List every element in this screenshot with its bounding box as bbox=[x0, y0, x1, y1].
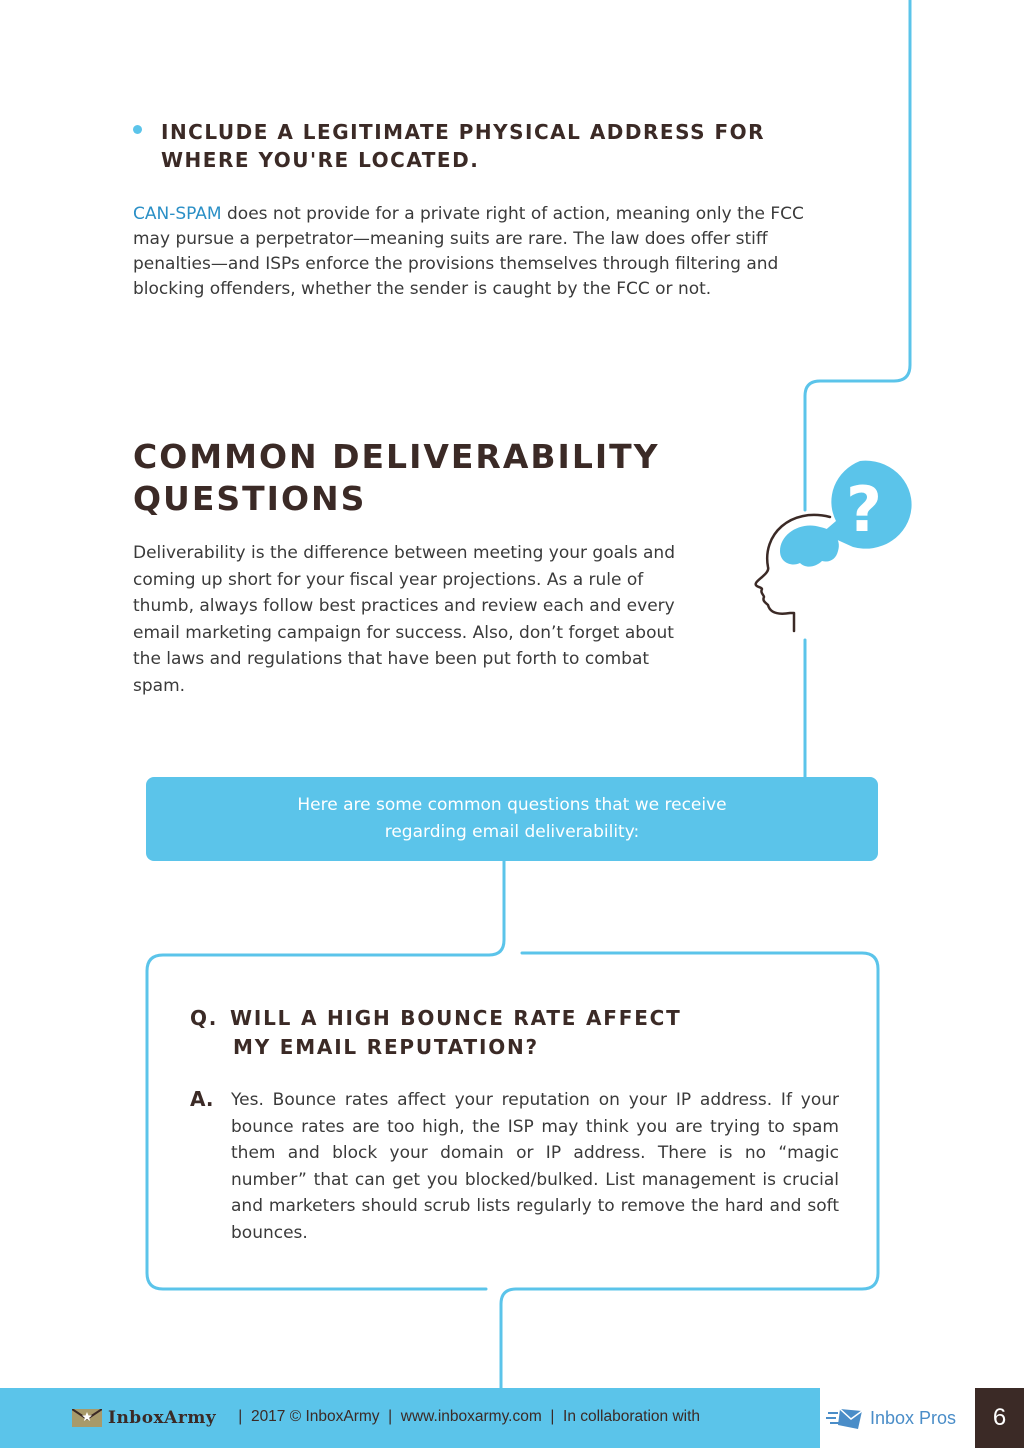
answer-text: Yes. Bounce rates affect your reputation on your IP address. If your bounce rates are too high, the ISP may think you are trying to spam them and block your domain or IP address. There is no “magic number” that can get you blocked/bulked. List management is crucial and marketers should scrub lists regularly to remove the hard and soft bounces. bbox=[231, 1090, 839, 1243]
partner-name: Inbox Pros bbox=[870, 1407, 957, 1428]
section-title-line2: QUESTIONS bbox=[133, 479, 367, 518]
question-line1: WILL A HIGH BOUNCE RATE AFFECT bbox=[230, 1006, 682, 1030]
head-question-icon bbox=[750, 455, 915, 635]
question-mark: ? bbox=[846, 473, 882, 546]
footer-info: | 2017 © InboxArmy | www.inboxarmy.com | In collaboration with bbox=[234, 1408, 701, 1425]
footer-brand-name: InboxArmy bbox=[108, 1408, 217, 1428]
footer bbox=[0, 1388, 1024, 1448]
bullet-title-line2: WHERE YOU'RE LOCATED. bbox=[161, 148, 480, 172]
section-body: Deliverability is the difference between meeting your goals and coming up short for your fiscal year projections. As a rule of thumb, always follow best practices and review each and every email marketing campaign for success. Also, don’t forget about the laws and regulations that have been put forth to combat spam. bbox=[133, 543, 675, 696]
intro-text: does not provide for a private right of action, meaning only the FCC may pursue a perpetrator—meaning suits are rare. The law does offer stiff penalties—and ISPs enforce the provisions themselves through filtering and blocking offenders, whether the sender is caught by the FCC or not. bbox=[133, 204, 804, 299]
inbox-pros-envelope-icon bbox=[826, 1405, 864, 1431]
section-title-line1: COMMON DELIVERABILITY bbox=[133, 437, 660, 476]
question bbox=[190, 1004, 750, 1062]
page-number: 6 bbox=[975, 1388, 1024, 1448]
partner-logo bbox=[820, 1388, 975, 1448]
callout-box bbox=[146, 777, 878, 861]
answer-prefix: A. bbox=[190, 1087, 214, 1111]
envelope-logo-icon bbox=[72, 1409, 102, 1427]
intro-paragraph bbox=[133, 202, 838, 302]
footer-brand bbox=[72, 1408, 216, 1428]
question-prefix: Q. bbox=[190, 1006, 219, 1030]
section-title bbox=[133, 436, 733, 520]
bullet-dot bbox=[133, 125, 142, 134]
bullet-title-line1: INCLUDE A LEGITIMATE PHYSICAL ADDRESS FOR bbox=[161, 120, 766, 144]
can-spam-highlight: CAN-SPAM bbox=[133, 204, 222, 224]
callout-text: Here are some common questions that we receive regarding email deliverability: bbox=[297, 795, 727, 842]
question-line2: MY EMAIL REPUTATION? bbox=[233, 1035, 539, 1059]
bullet-title bbox=[161, 118, 841, 174]
